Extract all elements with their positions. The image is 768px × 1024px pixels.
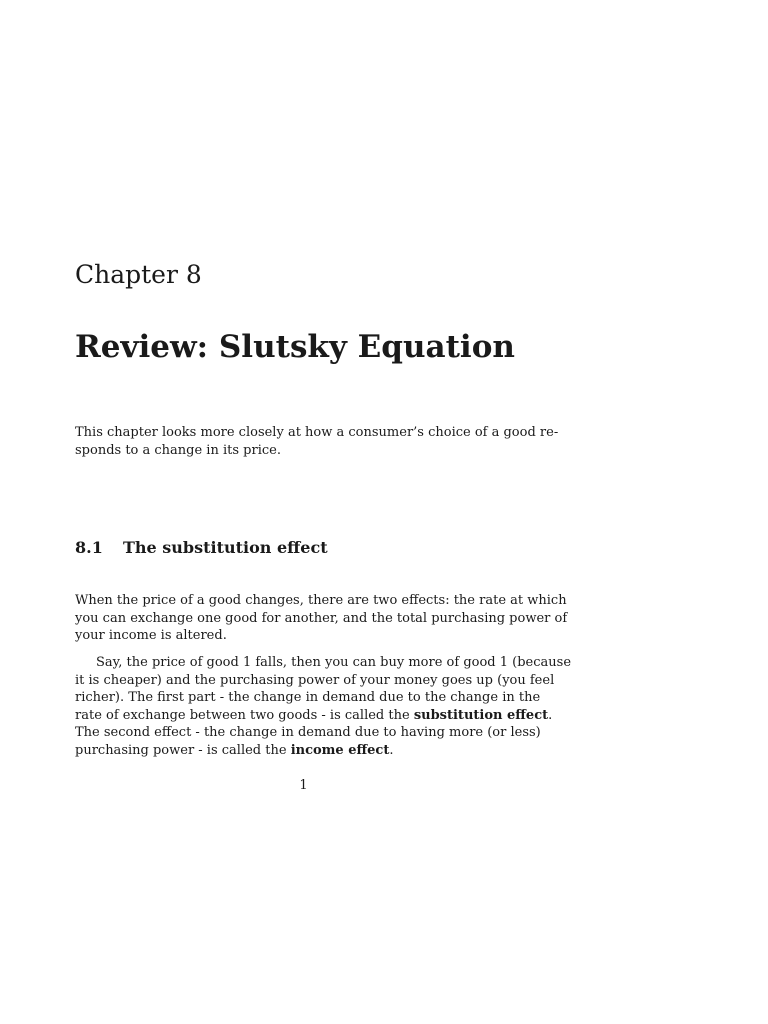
paragraph-line: you can exchange one good for another, and the total purchasing power of xyxy=(75,610,568,626)
paragraph-line xyxy=(75,742,535,760)
section-heading xyxy=(75,537,328,559)
term-income-effect: income effect xyxy=(290,742,390,758)
body-paragraph-2 xyxy=(75,654,572,759)
chapter-title: Review: Slutsky Equation xyxy=(75,329,515,365)
body-paragraph-1 xyxy=(75,592,568,645)
paragraph-line: your income is altered. xyxy=(75,628,227,643)
line-text: . xyxy=(548,707,553,723)
intro-line: This chapter looks more closely at how a consumer’s choice of a good re- xyxy=(75,425,559,440)
intro-paragraph xyxy=(75,424,559,459)
paragraph-line: When the price of a good changes, there are two effects: the rate at which xyxy=(75,593,567,608)
paragraph-line xyxy=(75,707,553,725)
section-number: 8.1 xyxy=(75,538,103,557)
line-text: rate of exchange between two goods - is called the xyxy=(75,707,414,723)
paragraph-line: richer). The first part - the change in demand due to the change in the xyxy=(75,690,541,705)
section-title: The substitution effect xyxy=(123,538,328,557)
intro-line: sponds to a change in its price. xyxy=(75,442,281,458)
paragraph-line: The second effect - the change in demand due to having more (or less) xyxy=(75,725,541,740)
line-text: purchasing power - is called the xyxy=(75,742,291,758)
paragraph-line: it is cheaper) and the purchasing power of your money goes up (you feel xyxy=(75,672,555,688)
line-text: . xyxy=(389,742,394,758)
chapter-label: Chapter 8 xyxy=(75,260,202,289)
page-number: 1 xyxy=(299,778,308,793)
term-substitution-effect: substitution effect xyxy=(413,707,549,723)
paragraph-line: Say, the price of good 1 falls, then you can buy more of good 1 (because xyxy=(96,655,572,670)
